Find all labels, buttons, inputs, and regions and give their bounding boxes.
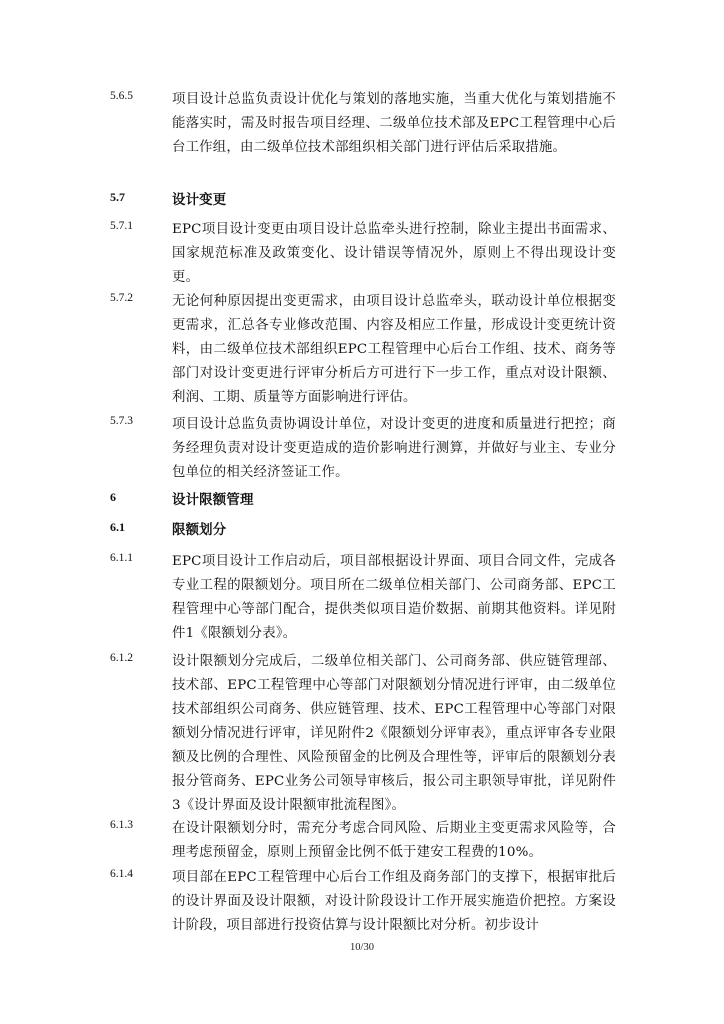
section-text: EPC项目设计变更由项目设计总监牵头进行控制，除业主提出书面需求、国家规范标准及政策变化、设计错误等情况外，原则上不得出现设计变更。: [172, 222, 616, 285]
section-text: 设计限额划分完成后，二级单位相关部门、公司商务部、供应链管理部、技术部、EPC工程管理中心等部门对限额划分情况进行评审，由二级单位技术部组织公司商务、供应链管理、技术、EPC工程管理中心等部门对限额划分情况进行评审，详见附件2《限额划分评审表》，重点评审各专业限额及比例的合理性、风险预留金的比例及合理性等，评审后的限额划分表报分管商务、EPC业务公司领导审核后，报公司主职领导审批，详见附件3《设计界面及设计限额审批流程图》。: [172, 654, 616, 813]
section-heading: 限额划分: [172, 522, 227, 538]
section-number: 5.7.2: [110, 292, 133, 304]
section-number: 6.1.4: [110, 868, 133, 880]
section-number: 6.1.2: [110, 652, 133, 664]
section-heading: 设计限额管理: [172, 492, 254, 508]
section-text: 在设计限额划分时，需充分考虑合同风险、后期业主变更需求风险等，合理考虑预留金，原则上预留金比例不低于建安工程费的10%。: [172, 821, 616, 860]
section-heading: 设计变更: [172, 192, 227, 208]
section-number: 6.1: [110, 520, 125, 534]
section-text: 项目设计总监负责协调设计单位，对设计变更的进度和质量进行把控；商务经理负责对设计变更造成的造价影响进行测算，并做好与业主、专业分包单位的相关经济签证工作。: [172, 417, 616, 480]
section-text: 项目部在EPC工程管理中心后台工作组及商务部门的支撑下，根据审批后的设计界面及设计限额，对设计阶段设计工作开展实施造价把控。方案设计阶段，项目部进行投资估算与设计限额比对分析。初步设计: [172, 870, 616, 933]
section-text: 项目设计总监负责设计优化与策划的落地实施，当重大优化与策划措施不能落实时，需及时报告项目经理、二级单位技术部及EPC工程管理中心后台工作组，由二级单位技术部组织相关部门进行评估后采取措施。: [172, 92, 616, 155]
section-number: 6.1.1: [110, 552, 133, 564]
section-number: 6.1.3: [110, 819, 133, 831]
section-text: EPC项目设计工作启动后，项目部根据设计界面、项目合同文件，完成各专业工程的限额划分。项目所在二级单位相关部门、公司商务部、EPC工程管理中心等部门配合，提供类似项目造价数据、前期其他资料。详见附件1《限额划分表》。: [172, 554, 616, 641]
section-number: 5.7.1: [110, 220, 133, 232]
section-number: 5.7.3: [110, 415, 133, 427]
section-text: 无论何种原因提出变更需求，由项目设计总监牵头，联动设计单位根据变更需求，汇总各专业修改范围、内容及相应工作量，形成设计变更统计资料，由二级单位技术部组织EPC工程管理中心后台工作组、技术、商务等部门对设计变更进行评审分析后方可进行下一步工作，重点对设计限额、利润、工期、质量等方面影响进行评估。: [172, 294, 616, 405]
section-number: 5.7: [110, 190, 125, 204]
page-number: 10/30: [350, 942, 374, 953]
section-number: 5.6.5: [110, 90, 133, 102]
section-number: 6: [110, 490, 116, 504]
